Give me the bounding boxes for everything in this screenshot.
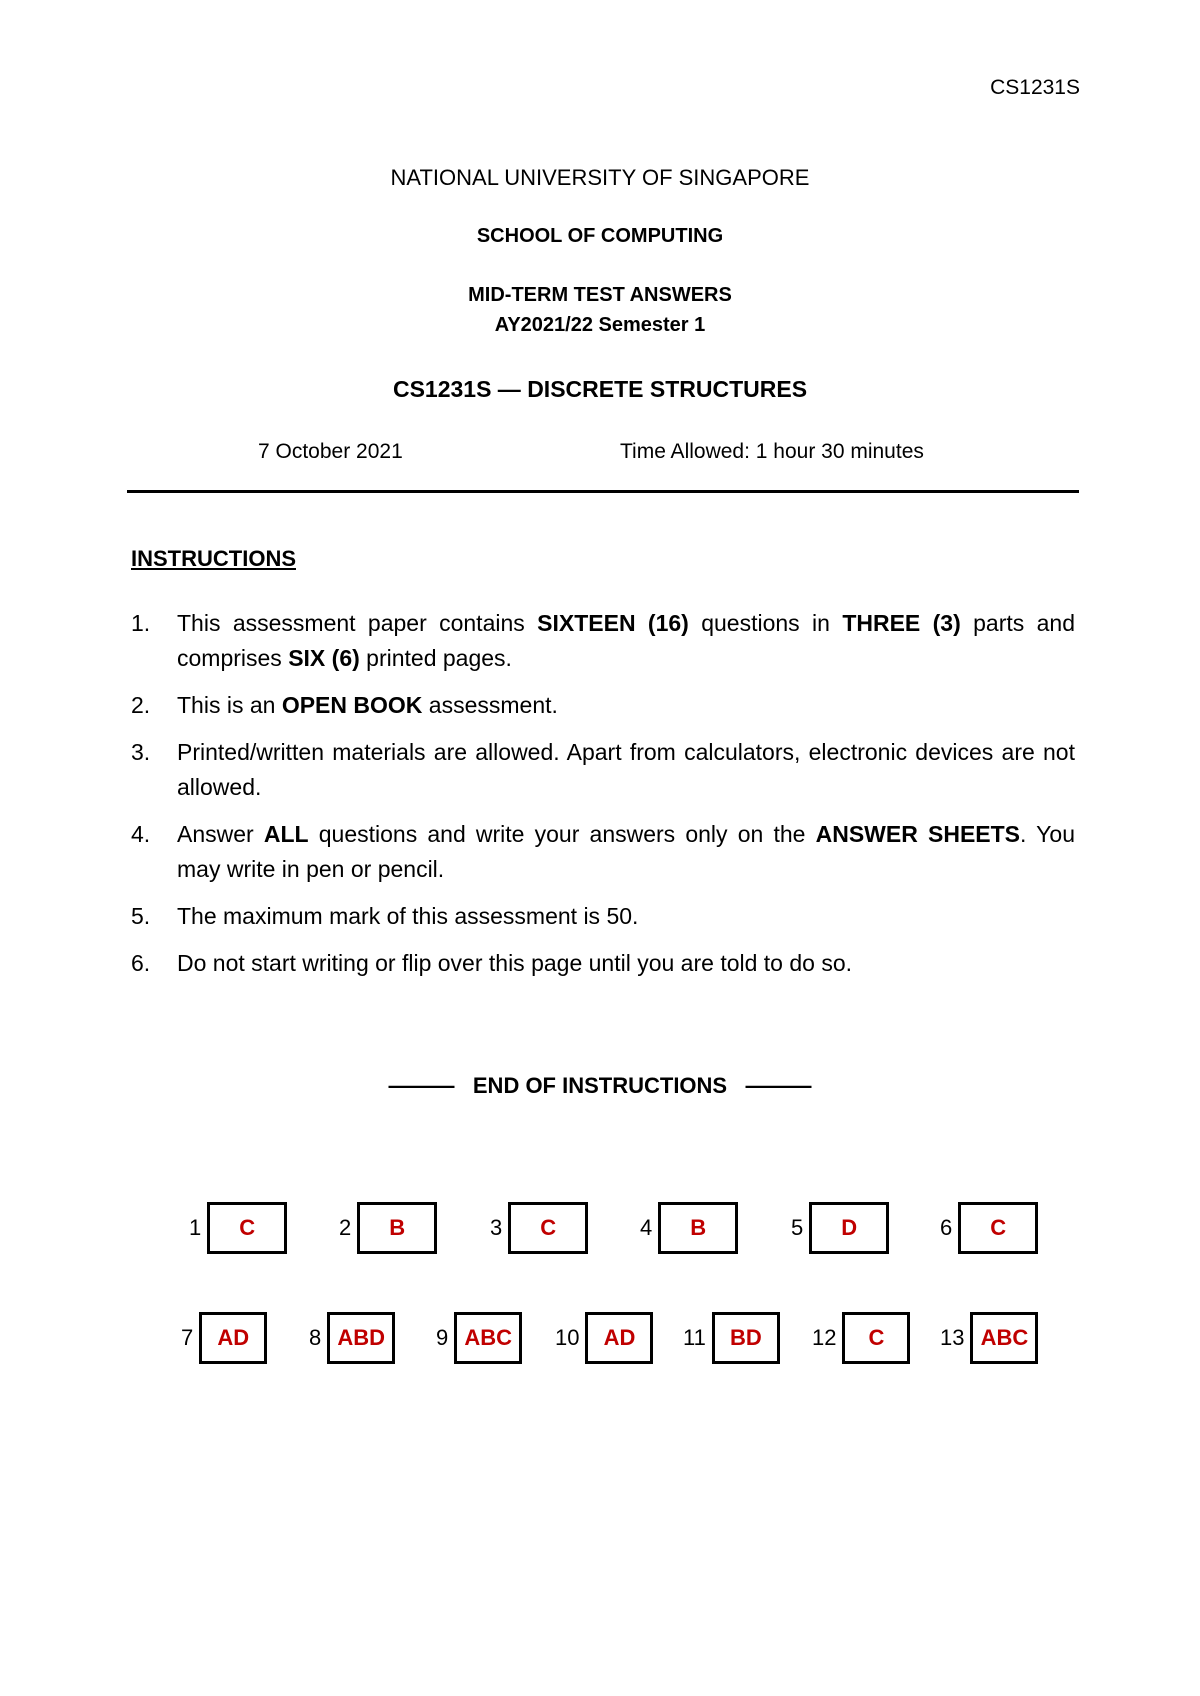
time-allowed: Time Allowed: 1 hour 30 minutes [620,440,924,463]
answer-item-12 [812,1312,910,1364]
instruction-text: Answer ALL questions and write your answers only on the ANSWER SHEETS. You may write in pen or pencil. [177,821,1075,882]
answer-box: C [842,1312,910,1364]
instruction-list [131,606,1075,993]
answer-box: ABD [327,1312,395,1364]
instruction-item [131,899,1075,934]
header-course-code: CS1231S [990,76,1080,99]
instruction-number: 4. [131,821,151,847]
instruction-item [131,817,1075,887]
answer-box: ABC [970,1312,1038,1364]
question-number: 4 [640,1215,653,1240]
question-number: 2 [339,1215,352,1240]
answer-item-6 [940,1202,1038,1254]
answer-box: C [207,1202,287,1254]
question-number: 13 [940,1325,965,1350]
end-of-instructions: ——— END OF INSTRUCTIONS ——— [388,1073,812,1098]
instruction-text: This assessment paper contains SIXTEEN (16) questions in THREE (3) parts and comprises SIX (6) printed pages. [177,610,1075,671]
instruction-number: 6. [131,950,151,976]
instruction-number: 3. [131,739,151,765]
course-title: CS1231S — DISCRETE STRUCTURES [392,376,808,402]
university-name: NATIONAL UNIVERSITY OF SINGAPORE [390,165,810,190]
answer-item-7 [181,1312,267,1364]
answer-item-5 [791,1202,889,1254]
answer-box: B [357,1202,437,1254]
instruction-text: Do not start writing or flip over this page until you are told to do so. [177,950,853,976]
answer-row-1 [0,1202,1200,1254]
test-date: 7 October 2021 [258,440,403,463]
instruction-text: The maximum mark of this assessment is 50. [177,903,639,929]
answer-item-10 [555,1312,653,1364]
header-divider [127,490,1079,493]
instruction-number: 5. [131,903,151,929]
question-number: 7 [181,1325,194,1350]
answer-item-2 [339,1202,437,1254]
question-number: 1 [189,1215,202,1240]
answer-box: BD [712,1312,780,1364]
answer-box: B [658,1202,738,1254]
question-number: 5 [791,1215,804,1240]
question-number: 11 [683,1325,706,1350]
answer-item-11 [683,1312,780,1364]
instruction-item [131,735,1075,805]
answer-box: D [809,1202,889,1254]
answer-item-13 [940,1312,1038,1364]
question-number: 9 [436,1325,449,1350]
semester: AY2021/22 Semester 1 [494,314,706,336]
answer-item-9 [436,1312,522,1364]
question-number: 10 [555,1325,580,1350]
instructions-heading: INSTRUCTIONS [131,546,296,571]
instruction-number: 2. [131,692,151,718]
test-type: MID-TERM TEST ANSWERS [468,284,732,306]
answer-box: ABC [454,1312,522,1364]
question-number: 8 [309,1325,322,1350]
answer-item-4 [640,1202,738,1254]
answer-box: C [958,1202,1038,1254]
answer-row-2 [0,1312,1200,1364]
answer-item-3 [490,1202,588,1254]
question-number: 6 [940,1215,953,1240]
instruction-item [131,688,1075,723]
instruction-text: This is an OPEN BOOK assessment. [177,692,558,718]
answer-item-8 [309,1312,395,1364]
instruction-number: 1. [131,610,151,636]
question-number: 12 [812,1325,837,1350]
answer-box: AD [585,1312,653,1364]
question-number: 3 [490,1215,503,1240]
answer-box: C [508,1202,588,1254]
school-name: SCHOOL OF COMPUTING [476,225,724,247]
answer-box: AD [199,1312,267,1364]
answer-item-1 [189,1202,287,1254]
instruction-text: Printed/written materials are allowed. Apart from calculators, electronic devices are not allowed. [177,739,1075,800]
instruction-item [131,606,1075,676]
instruction-item [131,946,1075,981]
